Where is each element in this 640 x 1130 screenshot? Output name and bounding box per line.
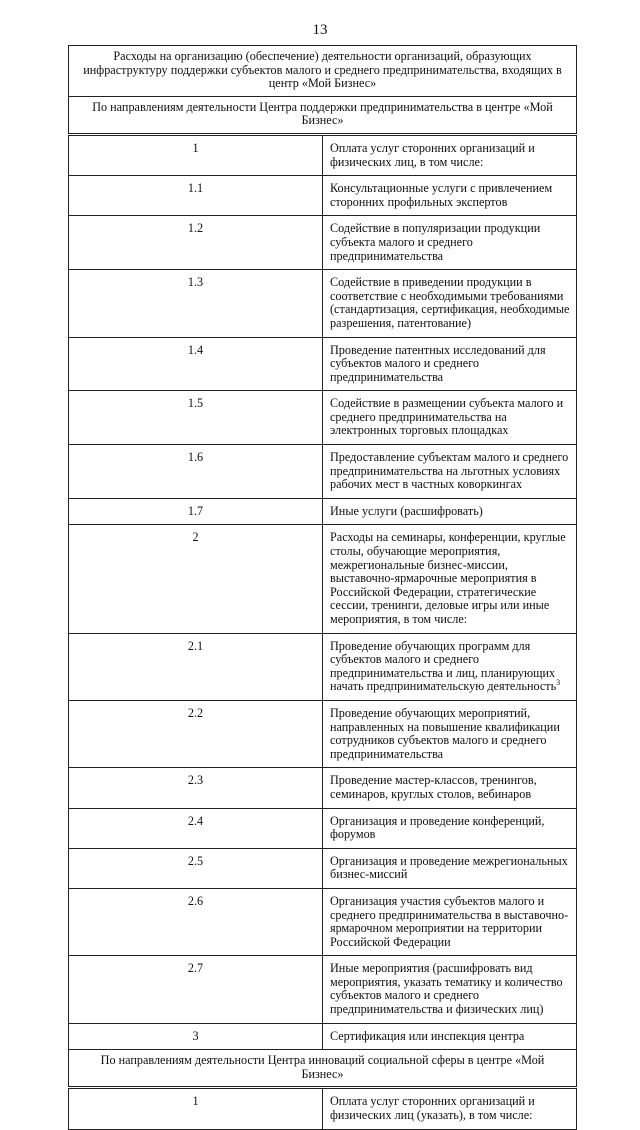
row-text-cell [323, 498, 577, 525]
row-number: 2.3 [69, 768, 323, 808]
footnote-marker: 3 [556, 678, 561, 688]
row-text: Предоставление субъектам малого и среднего предпринимательства на льготных условиях рабочих мест в частных коворкингах [330, 450, 569, 492]
row-number: 1 [69, 134, 323, 175]
row-number: 1.2 [69, 216, 323, 270]
row-number: 2.7 [69, 956, 323, 1023]
row-text: Проведение обучающих программ для субъектов малого и среднего предпринимательства и лиц, планирующих начать предпринимательскую деятельность [330, 638, 557, 694]
row-text: Организация участия субъектов малого и среднего предпринимательства в выставочно-ярмарочном мероприятии на территории Российской Федерации [330, 893, 569, 949]
table-row [69, 270, 577, 337]
row-number: 1.7 [69, 498, 323, 525]
table-row [69, 888, 577, 955]
row-number: 3 [69, 1023, 323, 1050]
table-row [69, 498, 577, 525]
table-row [69, 176, 577, 216]
row-number: 1.6 [69, 445, 323, 499]
row-text-cell [323, 633, 577, 700]
table-row [69, 525, 577, 633]
row-number: 2 [69, 525, 323, 633]
row-text-cell [323, 700, 577, 767]
table-row [69, 337, 577, 391]
row-number: 1.5 [69, 391, 323, 445]
section1-title-row [69, 96, 577, 134]
table-row [69, 391, 577, 445]
row-text: Оплата услуг сторонних организаций и физических лиц, в том числе: [330, 140, 535, 169]
row-text-cell [323, 391, 577, 445]
row-text: Организация и проведение конференций, форумов [330, 813, 545, 842]
row-text: Содействие в популяризации продукции субъекта малого и среднего предпринимательства [330, 221, 541, 263]
row-text-cell [323, 525, 577, 633]
row-number: 2.4 [69, 808, 323, 848]
table-row [69, 1088, 577, 1129]
table-row [69, 216, 577, 270]
row-text-cell [323, 956, 577, 1023]
row-text-cell [323, 1088, 577, 1129]
row-text-cell [323, 445, 577, 499]
expenses-table [68, 45, 577, 1130]
row-text-cell [323, 768, 577, 808]
row-text: Содействие в приведении продукции в соответствие с необходимыми требованиями (стандартизация, сертификация, необходимые разрешения, патентование) [330, 275, 570, 330]
table-row [69, 445, 577, 499]
table-row [69, 768, 577, 808]
table-row [69, 848, 577, 888]
row-text-cell [323, 270, 577, 337]
row-number: 2.1 [69, 633, 323, 700]
row-number: 1.4 [69, 337, 323, 391]
row-text: Сертификация или инспекция центра [330, 1028, 525, 1043]
table-row [69, 808, 577, 848]
row-text: Оплата услуг сторонних организаций и физических лиц (указать), в том числе: [330, 1094, 535, 1123]
table-row [69, 134, 577, 175]
page-number: 13 [312, 22, 328, 38]
row-text: Иные услуги (расшифровать) [330, 503, 483, 518]
row-text-cell [323, 216, 577, 270]
table-row [69, 1023, 577, 1050]
row-text: Содействие в размещении субъекта малого и среднего предпринимательства на электронных торговых площадках [330, 396, 564, 438]
section-title: По направлениям деятельности Центра инноваций социальной сферы в центре «Мой Бизнес» [69, 1050, 577, 1088]
row-text-cell [323, 337, 577, 391]
table-header: Расходы на организацию (обеспечение) деятельности организаций, образующих инфраструктуру поддержки субъектов малого и среднего предпринимательства, входящих в центр «Мой Бизнес» [69, 46, 577, 97]
row-text-cell [323, 888, 577, 955]
row-text: Иные мероприятия (расшифровать вид мероприятия, указать тематику и количество субъектов малого и среднего предпринимательства и физических лиц) [330, 961, 563, 1017]
row-text: Организация и проведение межрегиональных бизнес-миссий [330, 853, 568, 882]
table-row [69, 700, 577, 767]
row-number: 1.3 [69, 270, 323, 337]
row-number: 2.2 [69, 700, 323, 767]
row-text-cell [323, 808, 577, 848]
row-text-cell [323, 176, 577, 216]
section2-title-row [69, 1050, 577, 1088]
section-title: По направлениям деятельности Центра поддержки предпринимательства в центре «Мой Бизнес» [69, 96, 577, 134]
row-text: Проведение патентных исследований для субъектов малого и среднего предпринимательства [330, 342, 546, 384]
row-text: Проведение обучающих мероприятий, направленных на повышение квалификации сотрудников субъектов малого и среднего предпринимательства [330, 705, 560, 761]
row-number: 2.6 [69, 888, 323, 955]
table-row [69, 956, 577, 1023]
row-text: Консультационные услуги с привлечением сторонних профильных экспертов [330, 181, 553, 209]
table-row [69, 633, 577, 700]
row-text-cell [323, 1023, 577, 1050]
row-text-cell [323, 848, 577, 888]
row-text-cell [323, 134, 577, 175]
row-number: 1 [69, 1088, 323, 1129]
row-text: Проведение мастер-классов, тренингов, семинаров, круглых столов, вебинаров [330, 773, 537, 801]
row-number: 1.1 [69, 176, 323, 216]
table-header-row [69, 46, 577, 97]
row-text: Расходы на семинары, конференции, круглые столы, обучающие мероприятия, межрегиональные бизнес-миссии, выставочно-ярмарочные мероприятия в Российской Федерации, стратегические сессии, тренинги, деловые игры или иные мероприятия, в том числе: [330, 530, 566, 626]
row-number: 2.5 [69, 848, 323, 888]
